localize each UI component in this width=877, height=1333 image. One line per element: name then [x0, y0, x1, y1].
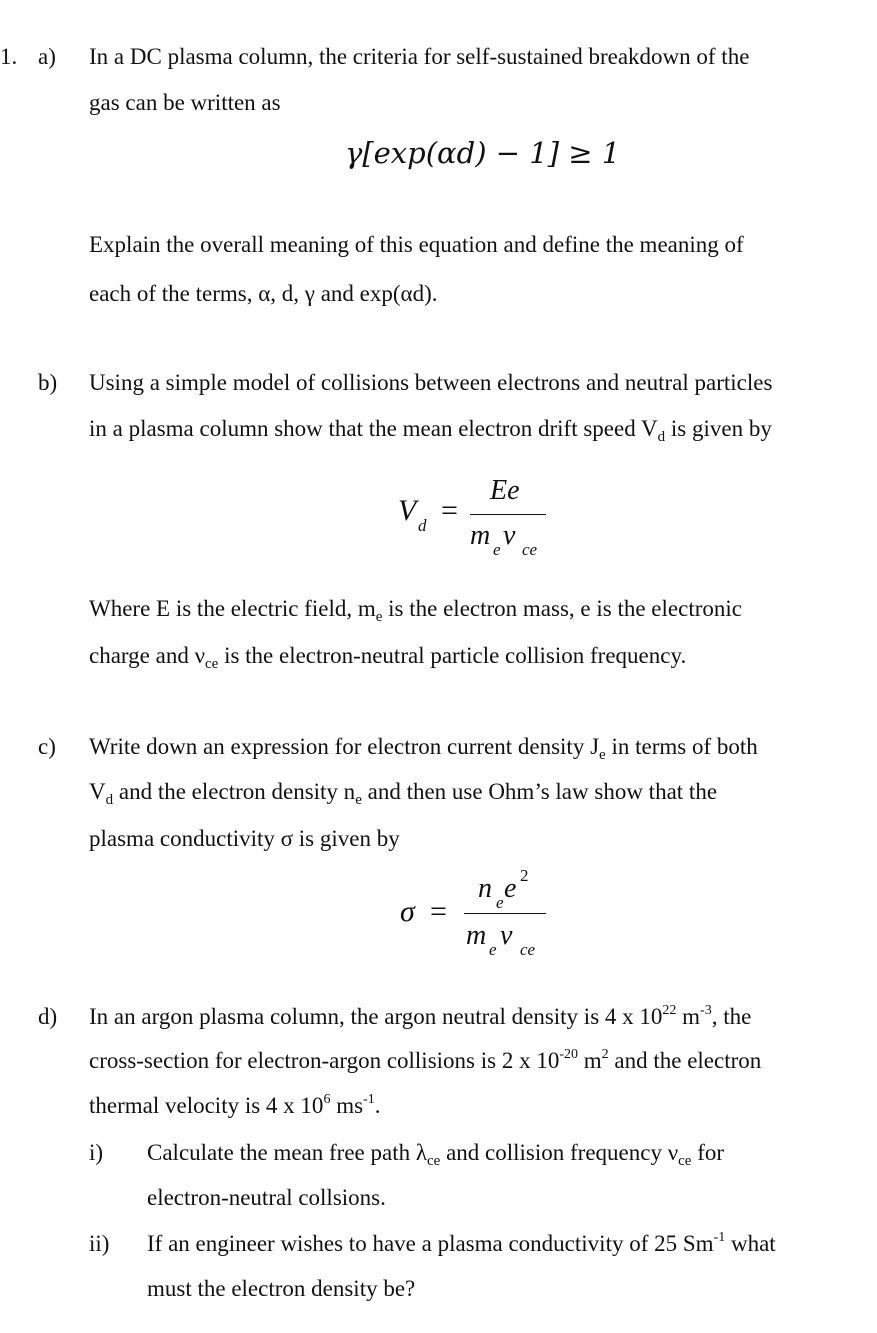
eq-c-fraction-bar: [464, 913, 546, 914]
part-b-line-2-sub: d: [657, 429, 666, 445]
eq-b-den-nu: ν: [503, 520, 516, 551]
part-b-line-4-post: is the electron-neutral particle collision frequency.: [218, 643, 687, 668]
sub-i-line-2: electron-neutral collsions.: [147, 1185, 386, 1210]
sub-i-line-1-sub1: ce: [427, 1153, 441, 1169]
eq-c-num-n: n: [478, 873, 492, 904]
part-c-line-2-b: and the electron density n: [113, 779, 356, 804]
eq-b-equals: =: [441, 494, 458, 527]
breakdown-equation: γ[exp(αd) − 1] ≥ 1: [345, 136, 621, 170]
sub-i-line-1-sub2: ce: [678, 1153, 692, 1169]
part-b-line-2-post: is given by: [665, 416, 772, 441]
part-b-line-3: [89, 596, 742, 625]
part-b-line-2-text: in a plasma column show that the mean electron drift speed V: [89, 416, 658, 441]
part-d-line-2: [89, 1048, 761, 1074]
sub-ii-line-1-b: what: [725, 1231, 776, 1256]
eq-b-den-nu-sub: ce: [522, 540, 538, 559]
eq-b-den-m: m: [470, 520, 491, 551]
eq-c-den-m: m: [466, 920, 487, 951]
sub-i-line-1-a: Calculate the mean free path λ: [147, 1140, 427, 1165]
part-c-line-1-post: in terms of both: [605, 734, 758, 759]
sub-ii-label: ii): [89, 1231, 110, 1256]
part-d-line-1-b: m: [676, 1004, 701, 1029]
sub-ii-line-1-sup: -1: [713, 1230, 726, 1245]
part-d-line-2-a: cross-section for electron-argon collisions is 2 x 10: [89, 1048, 560, 1073]
sub-ii-line-1: [147, 1231, 776, 1257]
part-b-line-4-text: charge and ν: [89, 643, 205, 668]
sub-i-label: i): [89, 1140, 104, 1165]
eq-c-num-n-sub: e: [496, 893, 504, 912]
eq-b-numerator: Ee: [490, 475, 520, 506]
sub-ii-line-2: must the electron density be?: [147, 1276, 416, 1301]
part-c-line-3: plasma conductivity σ is given by: [89, 826, 400, 851]
part-b-line-1: Using a simple model of collisions between electrons and neutral particles: [89, 370, 773, 395]
eq-c-num-e-sup: 2: [520, 866, 529, 885]
part-d-line-2-sup1: -20: [559, 1047, 579, 1062]
part-a-line-2: gas can be written as: [89, 90, 281, 115]
part-d-line-3-b: ms: [330, 1093, 364, 1118]
sub-i-line-1-c: for: [691, 1140, 725, 1165]
eq-c-den-nu: ν: [500, 920, 513, 951]
part-c-line-1-text: Write down an expression for electron current density J: [89, 734, 600, 759]
part-d-line-1: [89, 1004, 751, 1030]
part-d-line-1-a: In an argon plasma column, the argon neutral density is 4 x 10: [89, 1004, 663, 1029]
part-d-line-3-sup1: 6: [323, 1092, 331, 1107]
part-c-label: c): [38, 734, 56, 759]
part-d-line-2-sup2: 2: [601, 1047, 609, 1062]
eq-c-den-nu-sub: ce: [520, 940, 536, 959]
part-b-line-3-text: Where E is the electric field, m: [89, 596, 376, 621]
part-b-line-4-sub: ce: [204, 656, 219, 672]
part-c-line-2-a: V: [89, 779, 106, 804]
eq-b-fraction-bar: [470, 514, 546, 515]
eq-c-num-e: e: [504, 873, 517, 904]
part-c-line-2-sub1: d: [105, 792, 114, 808]
sub-i-line-1: [147, 1140, 725, 1169]
part-b-line-4: [89, 643, 687, 672]
question-number: 1.: [0, 44, 18, 69]
part-b-label: b): [38, 370, 58, 395]
part-c-line-2: [89, 779, 718, 808]
part-d-line-1-sup1: 22: [662, 1003, 677, 1018]
part-b-line-3-sub: e: [375, 609, 383, 625]
part-d-line-3-a: thermal velocity is 4 x 10: [89, 1093, 324, 1118]
part-c-line-1-sub: e: [599, 747, 606, 763]
sub-ii-line-1-a: If an engineer wishes to have a plasma conductivity of 25 Sm: [147, 1231, 714, 1256]
part-a-line-3: Explain the overall meaning of this equation and define the meaning of: [89, 232, 744, 257]
part-d-line-3: [89, 1093, 380, 1119]
eq-b-lhs-sub: d: [418, 516, 427, 535]
eq-c-equals: =: [430, 895, 447, 928]
part-d-line-2-b: m: [578, 1048, 602, 1073]
part-b-line-3-post: is the electron mass, e is the electronic: [382, 596, 742, 621]
sub-i-line-1-b: and collision frequency ν: [440, 1140, 679, 1165]
eq-b-den-m-sub: e: [493, 540, 501, 559]
part-a-label: a): [38, 44, 56, 69]
part-d-line-3-c: .: [374, 1093, 381, 1118]
part-d-line-1-c: , the: [711, 1004, 752, 1029]
part-d-label: d): [38, 1004, 58, 1029]
part-c-line-1: [89, 734, 758, 763]
eq-c-den-m-sub: e: [489, 940, 497, 959]
part-d-line-3-sup2: -1: [363, 1092, 375, 1107]
part-c-line-2-c: and then use Ohm’s law show that the: [361, 779, 718, 804]
part-a-line-1: In a DC plasma column, the criteria for self-sustained breakdown of the: [89, 44, 750, 69]
part-d-line-1-sup2: -3: [700, 1003, 712, 1018]
eq-c-lhs: σ: [400, 895, 415, 928]
eq-b-lhs: V: [398, 494, 417, 527]
part-a-line-4: each of the terms, α, d, γ and exp(αd).: [89, 281, 438, 306]
part-b-line-2: [89, 416, 772, 445]
part-d-line-2-c: and the electron: [608, 1048, 762, 1073]
part-c-line-2-sub2: e: [355, 792, 362, 808]
